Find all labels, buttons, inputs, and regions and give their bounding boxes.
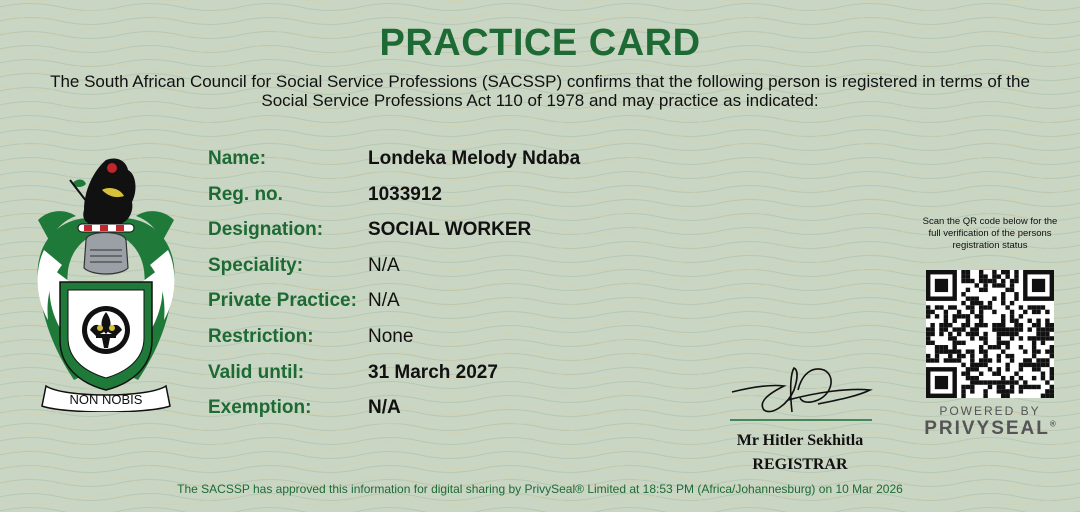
valid-until-label: Valid until: bbox=[208, 362, 305, 383]
intro-statement: The South African Council for Social Service Professions (SACSSP) confirms that the following person is registered in terms of the Social Service Professions Act 110 of 1978 and may practice as indicated: bbox=[50, 72, 1030, 110]
restriction-value: None bbox=[368, 326, 414, 347]
privyseal-logo bbox=[920, 418, 1060, 440]
speciality-label: Speciality: bbox=[208, 255, 304, 276]
card-title: PRACTICE CARD bbox=[379, 22, 701, 64]
crest-motto: NON NOBIS bbox=[69, 392, 143, 407]
name-label: Name: bbox=[208, 148, 267, 169]
registered-mark: ® bbox=[1049, 419, 1056, 429]
speciality-value: N/A bbox=[368, 255, 400, 276]
verification-qr-code[interactable] bbox=[926, 270, 1054, 398]
restriction-label: Restriction: bbox=[208, 326, 314, 347]
designation-value: SOCIAL WORKER bbox=[368, 219, 532, 240]
valid-until-value: 31 March 2027 bbox=[368, 362, 498, 383]
reg-no-label: Reg. no. bbox=[208, 184, 283, 205]
registrar-signature bbox=[728, 360, 878, 426]
name-value: Londeka Melody Ndaba bbox=[368, 148, 581, 169]
reg-no-value: 1033912 bbox=[368, 184, 442, 205]
registrar-name: Mr Hitler Sekhitla bbox=[736, 432, 864, 449]
private-practice-label: Private Practice: bbox=[208, 290, 357, 311]
private-practice-value: N/A bbox=[368, 290, 400, 311]
qr-instructions: Scan the QR code below for the full verification of the persons registration status bbox=[922, 216, 1058, 251]
powered-by-label: POWERED BY bbox=[939, 404, 1041, 418]
exemption-value: N/A bbox=[368, 397, 401, 418]
designation-label: Designation: bbox=[208, 219, 324, 240]
footer-approval-note: The SACSSP has approved this information for digital sharing by PrivySeal® Limited at 18:53 PM (Africa/Johannesburg) on 10 Mar 2026 bbox=[177, 482, 903, 496]
registrar-title: REGISTRAR bbox=[752, 456, 848, 473]
exemption-label: Exemption: bbox=[208, 397, 312, 418]
sacssp-coat-of-arms-logo bbox=[24, 150, 188, 412]
privyseal-name: PRIVYSEAL bbox=[924, 418, 1050, 439]
